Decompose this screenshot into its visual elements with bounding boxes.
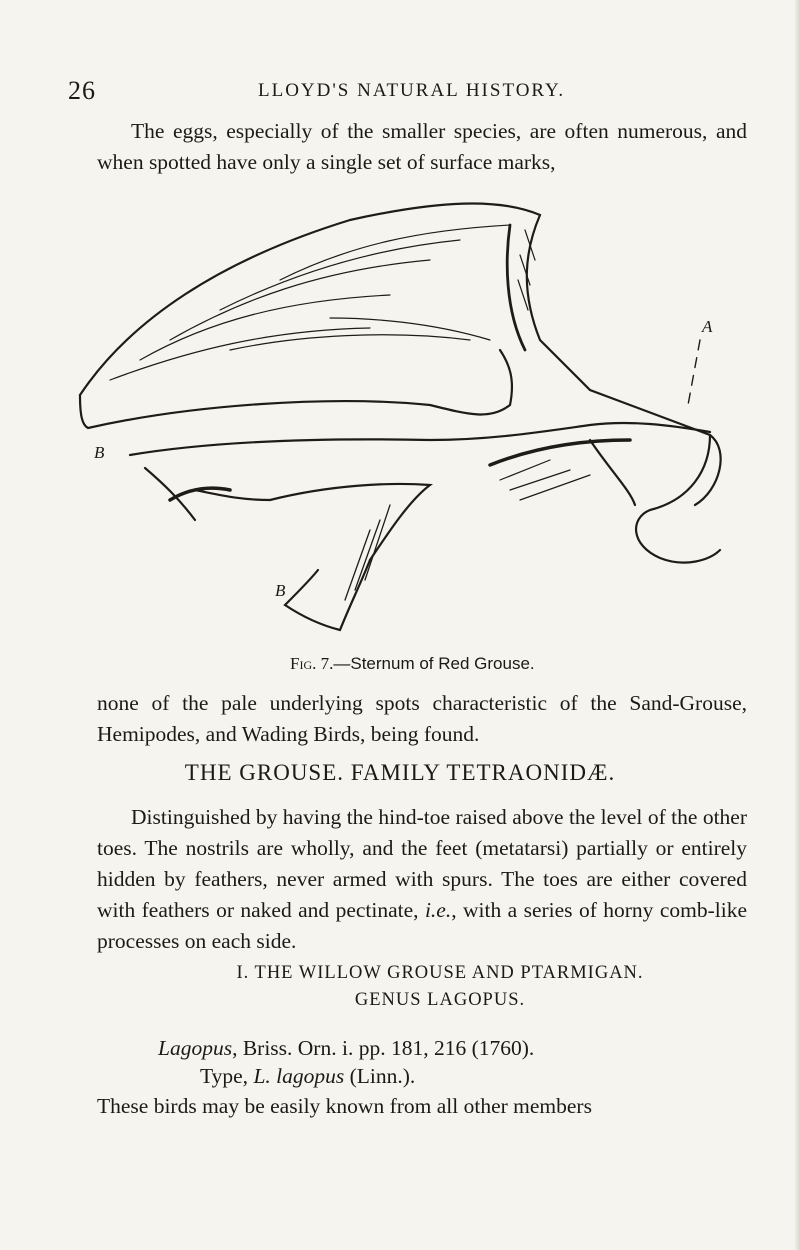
- sternum-figure: [70, 200, 770, 655]
- closing-line: These birds may be easily known from all other members: [97, 1094, 592, 1118]
- figure-caption-text: —Sternum of Red Grouse.: [333, 654, 535, 673]
- after-figure-text: none of the pale underlying spots characteristic of the Sand-Grouse, Hemipodes, and Wading Birds, being found.: [97, 691, 747, 746]
- hook-process: [636, 435, 720, 563]
- page-header: [68, 76, 748, 112]
- description-part-1: Distinguished by having the hind-toe raised above the level of the other toes. The nostrils are wholly, and the feet (metatarsi) partially or entirely hidden by feathers, never armed with spurs. The toes are either covered with feathers or naked and pectinate,: [97, 805, 747, 922]
- genus-heading: [120, 960, 760, 1014]
- page-number: 26: [68, 76, 96, 105]
- figure-label: Fig. 7.: [290, 654, 334, 673]
- label-b-upper: B: [94, 443, 105, 462]
- label-b-lower: B: [275, 581, 286, 600]
- page-edge-shadow: [794, 0, 800, 1250]
- type-prefix: Type,: [200, 1064, 254, 1088]
- lower-process: [285, 560, 370, 630]
- citation-rest: , Briss. Orn. i. pp. 181, 216 (1760).: [232, 1036, 535, 1060]
- family-heading: THE GROUSE. FAMILY TETRAONIDÆ.: [184, 760, 616, 785]
- intro-paragraph: [97, 116, 747, 178]
- intro-text: The eggs, especially of the smaller species, are often numerous, and when spotted have only a single set of surface marks,: [97, 119, 747, 174]
- type-suffix: (Linn.).: [344, 1064, 416, 1088]
- after-figure-paragraph: [97, 688, 747, 750]
- family-description: [97, 802, 747, 957]
- description-part-2: , with a series of horny comb-like processes on each side.: [97, 898, 747, 953]
- family-description-text: [97, 802, 747, 957]
- type-species: L. lagopus: [253, 1064, 345, 1088]
- type-species-line: [200, 1064, 760, 1089]
- genus-heading-line-2: GENUS LAGOPUS.: [354, 990, 526, 1010]
- genus-citation: [158, 1033, 758, 1064]
- genus-heading-line-1: I. THE WILLOW GROUSE AND PTARMIGAN.: [236, 963, 644, 983]
- label-a: A: [702, 317, 713, 336]
- sternum-illustration: [70, 200, 770, 655]
- figure-caption: [290, 654, 535, 674]
- running-head: LLOYD'S NATURAL HISTORY.: [258, 80, 566, 101]
- label-a-line: [688, 340, 700, 405]
- ie-abbreviation: i.e.: [424, 898, 452, 922]
- keel-lower-edge: [80, 350, 512, 428]
- citation-genus: Lagopus: [158, 1036, 233, 1060]
